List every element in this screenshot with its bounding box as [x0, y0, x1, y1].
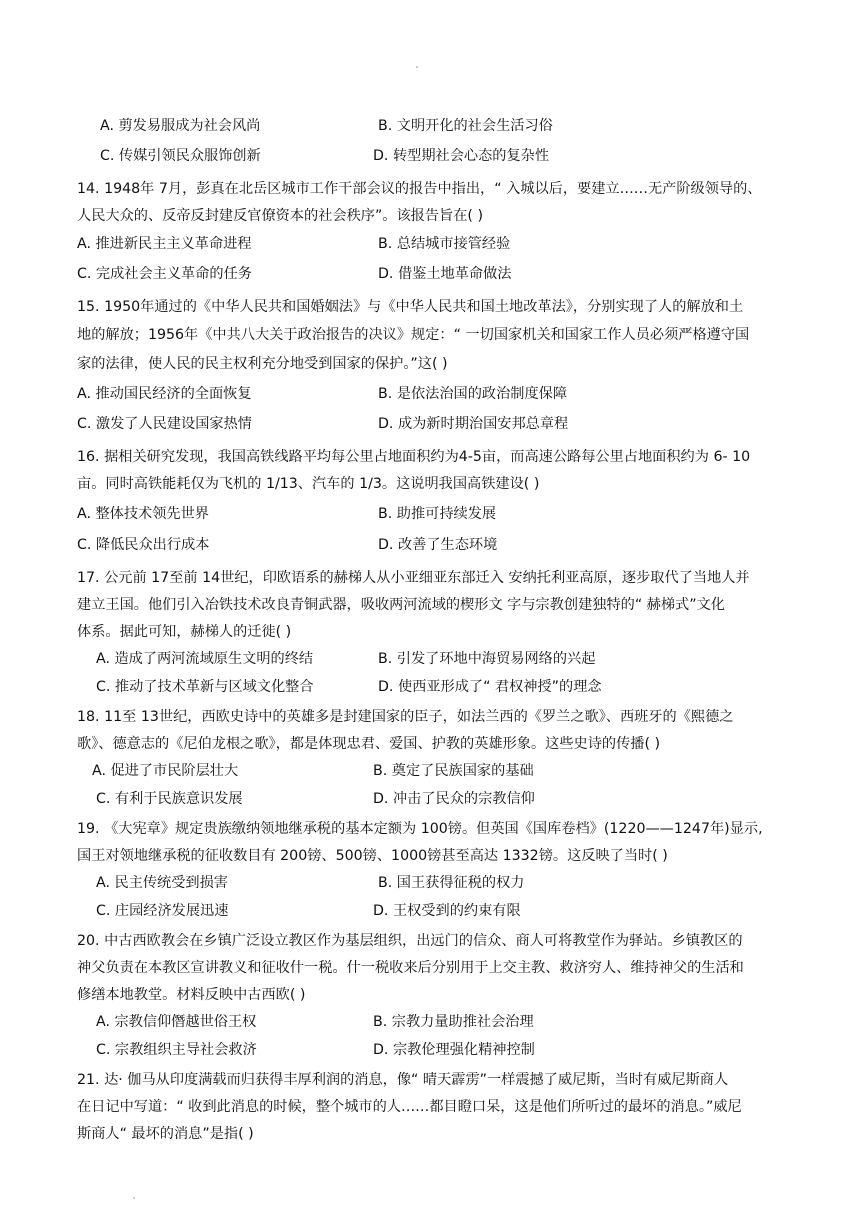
q15-stem-line-3: 家的法律，使人民的民主权利充分地受到国家的保护。”这( ): [77, 356, 448, 372]
q21-stem-line-1: 21. 达· 伽马从印度满载而归获得丰厚利润的消息，像“ 晴天霹雳”一样震撼了威尼斯，当时有威尼斯商人: [77, 1072, 729, 1088]
q20-option-b: B. 宗教力量助推社会治理: [373, 1014, 534, 1030]
q14-option-d: D. 借鉴土地革命做法: [378, 266, 512, 282]
q15-option-c: C. 激发了人民建设国家热情: [77, 416, 252, 432]
q19-option-c: C. 庄园经济发展迅速: [96, 903, 229, 919]
q20-option-c: C. 宗教组织主导社会救济: [96, 1042, 257, 1058]
q18-stem-line-1: 18. 11至 13世纪，西欧史诗中的英雄多是封建国家的臣子，如法兰西的《罗兰之歌》、西班牙的《熙德之: [77, 709, 734, 725]
q14-stem-line-2: 人民大众的、反帝反封建反官僚资本的社会秩序”。该报告旨在( ): [77, 208, 483, 224]
q17-stem-line-3: 体系。据此可知，赫梯人的迁徙( ): [77, 624, 292, 640]
q17-stem-line-2: 建立王国。他们引入冶铁技术改良青铜武器，吸收两河流域的楔形文 字与宗教创建独特的“ 赫梯式”文化: [77, 597, 725, 613]
q19-option-a: A. 民主传统受到损害: [96, 875, 228, 891]
q14-option-c: C. 完成社会主义革命的任务: [77, 266, 252, 282]
q17-option-a: A. 造成了两河流域原生文明的终结: [96, 651, 314, 667]
q19-option-d: D. 王权受到的约束有限: [373, 903, 521, 919]
q20-stem-line-3: 修缮本地教堂。材料反映中古西欧( ): [77, 987, 306, 1003]
q13-option-d: D. 转型期社会心态的复杂性: [373, 148, 550, 164]
q21-stem-line-3: 斯商人“ 最坏的消息”是指( ): [77, 1126, 254, 1142]
scan-speck: [133, 1197, 135, 1199]
q17-stem-line-1: 17. 公元前 17至前 14世纪，印欧语系的赫梯人从小亚细亚东部迁入 安纳托利亚高原，逐步取代了当地人并: [77, 570, 750, 586]
q18-option-b: B. 奠定了民族国家的基础: [373, 763, 534, 779]
q15-stem-line-1: 15. 1950年通过的《中华人民共和国婚姻法》与《中华人民共和国土地改革法》，分别实现了人的解放和土: [77, 299, 744, 315]
q15-option-b: B. 是依法治国的政治制度保障: [378, 386, 568, 402]
q14-option-a: A. 推进新民主主义革命进程: [77, 236, 252, 252]
q15-option-a: A. 推动国民经济的全面恢复: [77, 386, 252, 402]
q13-option-a: A. 剪发易服成为社会风尚: [100, 118, 261, 134]
q18-option-a: A. 促进了市民阶层壮大: [92, 763, 239, 779]
q20-option-a: A. 宗教信仰僭越世俗王权: [96, 1014, 257, 1030]
q17-option-b: B. 引发了环地中海贸易网络的兴起: [378, 651, 596, 667]
q19-stem-line-1: 19. 《大宪章》规定贵族缴纳领地继承税的基本定额为 100镑。但英国《国库卷档》(1220——1247年)显示,: [77, 821, 763, 837]
q14-option-b: B. 总结城市接管经验: [378, 236, 511, 252]
q17-option-d: D. 使西亚形成了“ 君权神授”的理念: [378, 679, 602, 695]
q18-stem-line-2: 歌》、德意志的《尼伯龙根之歌》，都是体现忠君、爱国、护教的英雄形象。这些史诗的传播( ): [77, 736, 661, 752]
q13-option-b: B. 文明开化的社会生活习俗: [378, 118, 553, 134]
q13-option-c: C. 传媒引领民众服饰创新: [100, 148, 261, 164]
q16-option-b: B. 助推可持续发展: [378, 506, 497, 522]
q16-option-d: D. 改善了生态环境: [378, 537, 498, 553]
q15-option-d: D. 成为新时期治国安邦总章程: [378, 416, 569, 432]
q20-stem-line-1: 20. 中古西欧教会在乡镇广泛设立教区作为基层组织，出远门的信众、商人可将教堂作为驿站。乡镇教区的: [77, 933, 743, 949]
q15-stem-line-2: 地的解放；1956年《中共八大关于政治报告的决议》规定：“ 一切国家机关和国家工作人员必须严格遵守国: [77, 327, 750, 343]
q19-option-b: B. 国王获得征税的权力: [378, 875, 525, 891]
scan-speck: [416, 66, 418, 68]
q18-option-c: C. 有利于民族意识发展: [96, 791, 243, 807]
q16-stem-line-2: 亩。同时高铁能耗仅为飞机的 1/13、汽车的 1/3。这说明我国高铁建设( ): [77, 476, 540, 492]
q19-stem-line-2: 国王对领地继承税的征收数目有 200镑、500镑、1000镑甚至高达 1332镑。这反映了当时( ): [77, 848, 668, 864]
q16-option-a: A. 整体技术领先世界: [77, 506, 209, 522]
q20-stem-line-2: 神父负责在本教区宣讲教义和征收什一税。什一税收来后分别用于上交主教、救济穷人、维持神父的生活和: [77, 960, 744, 976]
q21-stem-line-2: 在日记中写道：“ 收到此消息的时候，整个城市的人……都目瞪口呆，这是他们所听过的最坏的消息。”威尼: [77, 1099, 742, 1115]
q14-stem-line-1: 14. 1948年 7月，彭真在北岳区城市工作干部会议的报告中指出，“ 入城以后，要建立……无产阶级领导的、: [77, 181, 762, 197]
q16-stem-line-1: 16. 据相关研究发现，我国高铁线路平均每公里占地面积约为4-5亩，而高速公路每公里占地面积约为 6- 10: [77, 449, 751, 465]
q16-option-c: C. 降低民众出行成本: [77, 537, 210, 553]
q20-option-d: D. 宗教伦理强化精神控制: [373, 1042, 535, 1058]
q17-option-c: C. 推动了技术革新与区域文化整合: [96, 679, 314, 695]
q18-option-d: D. 冲击了民众的宗教信仰: [373, 791, 535, 807]
